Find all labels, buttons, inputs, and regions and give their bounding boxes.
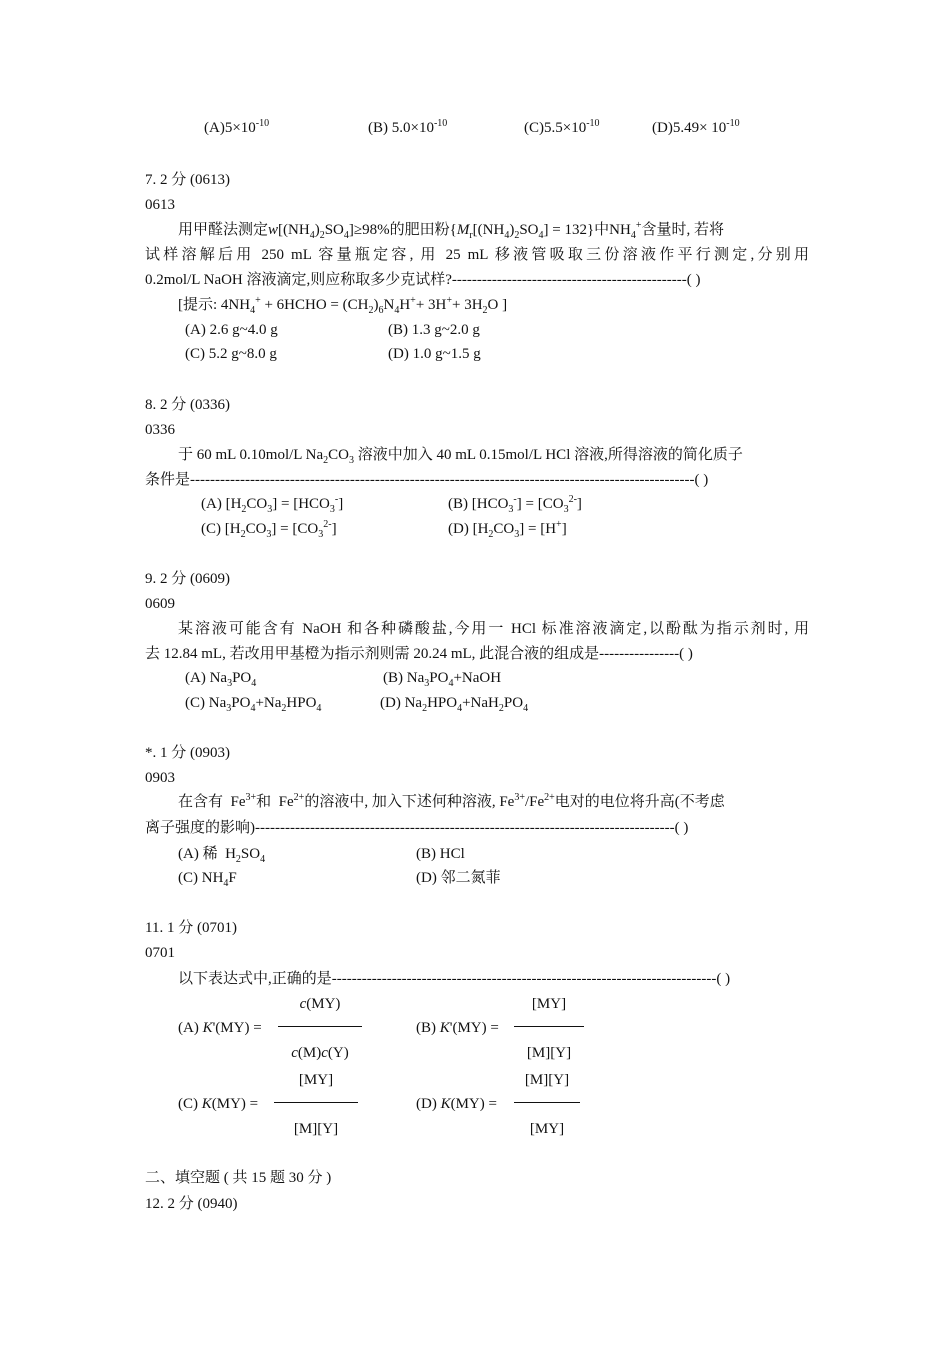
q11-option-a-denominator: c(M)c(Y) xyxy=(291,1045,349,1061)
q11-option-b-denominator: [M][Y] xyxy=(526,1045,572,1061)
prev-option-a: $(A)5\times 10^{-10}$ xyxy=(204,118,270,136)
q8-option-b: (B) $[HCO_3^-] = [CO_3^{2-}]$ xyxy=(448,494,582,515)
q7-stem-line2: 试样溶解后用 250 mL 容量瓶定容, 用 25 mL 移液管吸取三份溶液作平行测定,分别用 xyxy=(145,247,809,263)
q7-stem-line1: 用甲醛法测定$w[(NH_4)_2SO_4]\ge 98\%$的肥田粉$\{M_r[(NH_4)_2SO_4] = 132\}$中$NH_4^+$含量时, 若将 xyxy=(178,220,724,241)
q9-option-c: (C) $Na_3PO_4+Na_2HPO_4$ xyxy=(185,695,322,714)
q7-header: 7. 2 分 (0613) xyxy=(145,172,230,188)
q7-option-a: (A) 2.6 g~4.0 g xyxy=(185,322,278,338)
q11-option-c-denominator: [M][Y] xyxy=(293,1121,339,1137)
q7-option-d: (D) 1.0 g~1.5 g xyxy=(388,346,481,362)
q11-option-c-numerator: [MY] xyxy=(298,1072,334,1088)
q10-option-b: (B) HCl xyxy=(416,846,465,862)
q11-option-a-fraction-bar xyxy=(278,1026,362,1027)
q8-option-a: (A) $[H_2CO_3] = [HCO_3^-]$ xyxy=(201,494,344,515)
q9-stem-line2: 去 12.84 mL, 若改用甲基橙为指示剂则需 20.24 mL, 此混合液的组成是----------------( ) xyxy=(145,646,693,662)
q9-option-d: (D) $Na_2HPO_4+NaH_2PO_4$ xyxy=(380,695,529,714)
q9-option-b: (B) $Na_3PO_4+NaOH$ xyxy=(383,670,502,689)
q11-option-a-lhs: (A) K'(MY) = xyxy=(178,1020,262,1036)
q10-code: 0903 xyxy=(145,770,175,786)
q7-code: 0613 xyxy=(145,197,175,213)
q11-option-d-lhs: (D) K(MY) = xyxy=(416,1096,497,1112)
q9-stem-line1: 某溶液可能含有 NaOH 和各种磷酸盐,今用一 HCl 标准溶液滴定,以酚酞为指示剂时, 用 xyxy=(178,621,809,637)
q8-stem-line1: 于 60 mL 0.10mol/L $Na_2CO_3$ 溶液中加入 40 mL 0.15mol/L HCl 溶液,所得溶液的简化质子 xyxy=(178,447,743,466)
q9-option-a: (A) $Na_3PO_4$ xyxy=(185,670,257,689)
q7-option-b: (B) 1.3 g~2.0 g xyxy=(388,322,480,338)
q8-option-d: (D) $[H_2CO_3] = [H^+]$ xyxy=(448,519,567,540)
q11-option-c-lhs: (C) K(MY) = xyxy=(178,1096,259,1112)
q7-stem-line3: 0.2mol/L NaOH 溶液滴定,则应称取多少克试样?-----------------------------------------------( ) xyxy=(145,272,701,288)
q11-option-b-lhs: (B) K'(MY) = xyxy=(416,1020,499,1036)
section-title-fill-in: 二、填空题 ( 共 15 题 30 分 ) xyxy=(145,1170,332,1186)
q7-option-c: (C) 5.2 g~8.0 g xyxy=(185,346,277,362)
q8-option-c: (C) $[H_2CO_3] = [CO_3^{2-}]$ xyxy=(201,519,337,540)
prev-option-c: $(C)5.5\times 10^{-10}$ xyxy=(524,118,600,136)
q7-hint: [提示: $4NH_4^+$ + 6HCHO = $(CH_2)_6N_4H^++ 3H^++ 3H_2O$ ] xyxy=(178,295,508,316)
q10-option-c: (C) $NH_4F$ xyxy=(178,870,237,889)
q11-option-d-fraction-bar xyxy=(514,1102,580,1103)
q10-stem-line1: 在含有 $Fe^{3+}$和 $Fe^{2+}$的溶液中, 加入下述何种溶液, $Fe^{3+}/Fe^{2+}$电对的电位将升高(不考虑 xyxy=(178,792,725,810)
q10-header: *. 1 分 (0903) xyxy=(145,745,230,761)
q8-code: 0336 xyxy=(145,422,175,438)
q10-stem-line2: 离子强度的影响)------------------------------------------------------------------------------------( ) xyxy=(145,820,689,836)
q9-header: 9. 2 分 (0609) xyxy=(145,571,230,587)
q8-header: 8. 2 分 (0336) xyxy=(145,397,230,413)
q11-option-d-denominator: [MY] xyxy=(529,1121,565,1137)
q8-stem-line2: 条件是-----------------------------------------------------------------------------------------------------( ) xyxy=(145,472,709,488)
q11-header: 11. 1 分 (0701) xyxy=(145,920,237,936)
q11-code: 0701 xyxy=(145,945,175,961)
q10-option-a: (A) 稀 $H_2SO_4$ xyxy=(178,846,266,865)
q12-header: 12. 2 分 (0940) xyxy=(145,1196,238,1212)
q10-option-d: (D) 邻二氮菲 xyxy=(416,870,501,886)
q11-stem: 以下表达式中,正确的是-----------------------------------------------------------------------------( ) xyxy=(178,971,731,987)
prev-option-d: $(D)5.49\times 10^{-10}$ xyxy=(652,118,740,136)
q11-option-b-numerator: [MY] xyxy=(531,996,567,1012)
q9-code: 0609 xyxy=(145,596,175,612)
q11-option-b-fraction-bar xyxy=(514,1026,584,1027)
q11-option-d-numerator: [M][Y] xyxy=(524,1072,570,1088)
q11-option-c-fraction-bar xyxy=(274,1102,358,1103)
prev-option-b: (B) $5.0\times 10^{-10}$ xyxy=(368,118,448,136)
q11-option-a-numerator: c(MY) xyxy=(299,996,341,1012)
